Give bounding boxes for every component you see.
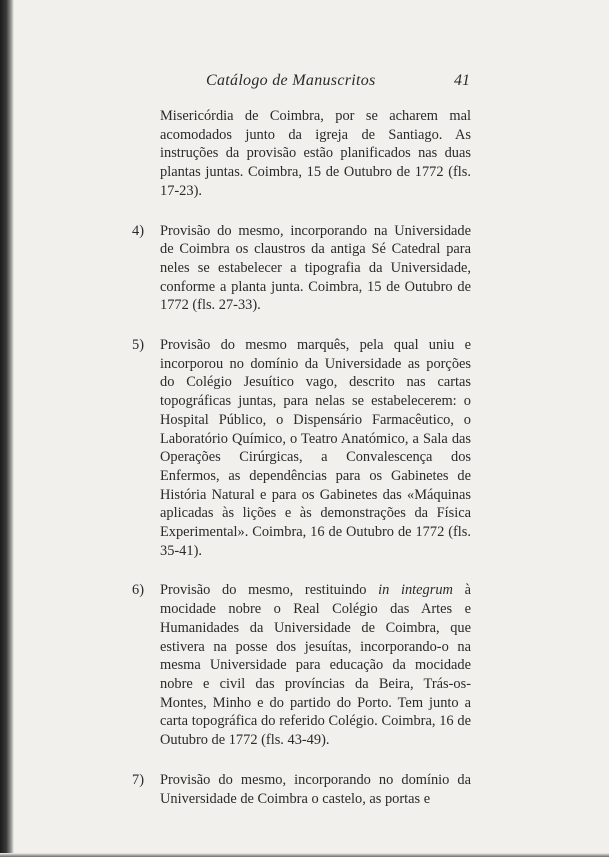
entry-number: 7): [132, 771, 144, 788]
entry-number: 5): [132, 337, 144, 354]
running-header: [160, 72, 470, 94]
entry-text-end: à mocidade nobre o Real Colégio das Artes e Humanidades da Universidade de Coimbra, que estivera na posse dos jesuítas, incorporando-o na mesma Universidade para educação da mocidade nobre e civil das províncias da Beira, Trás-os-Montes, Minho e do partido do Porto. Tem junto a carta topográfica do referido Colégio. Coimbra, 16 de Outubro de 1772 (fls. 43-49).: [160, 582, 471, 749]
entry-number: 4): [132, 222, 144, 239]
catalogue-entry-4: [132, 222, 471, 316]
catalogue-entry-6: [132, 581, 471, 749]
entry-text: Misericórdia de Coimbra, por se acharem mal acomodados junto da igreja de Santiago. As instruções da provisão estão planificados nas duas plantas juntas. Coimbra, 15 de Outubro de 1772 (fls. 17-23).: [160, 108, 471, 199]
entry-latin-phrase: in integrum: [378, 582, 453, 599]
catalogue-body: [132, 107, 471, 829]
scanned-page-edge: [0, 0, 14, 857]
entry-text-start: Provisão do mesmo, restituindo: [160, 582, 379, 599]
entry-number: 6): [132, 582, 144, 599]
entry-text: Provisão do mesmo, incorporando no domínio da Universidade de Coimbra o castelo, as portas e: [160, 771, 471, 807]
entry-text: Provisão do mesmo, incorporando na Universidade de Coimbra os claustros da antiga Sé Catedral para neles se estabelecer a tipografia da Universidade, conforme a planta junta. Coimbra, 15 de Outubro de 1772 (fls. 27-33).: [160, 222, 471, 314]
catalogue-entry-5: [132, 336, 471, 560]
scanned-page-bottom-edge: [0, 853, 609, 857]
entry-text: [160, 581, 471, 749]
entry-text: Provisão do mesmo marquês, pela qual uniu e incorporou no domínio da Universidade as porções do Colégio Jesuítico vago, descrito nas cartas topográficas juntas, para nelas se estabelecerem: o Hospital Público, o Dispensário Farmacêutico, o Laboratório Químico, o Teatro Anatómico, a Sala das Operações Cirúrgicas, a Convalescença dos Enfermos, as dependências para os Gabinetes de História Natural e para os Gabinetes das «Máquinas aplicadas às lições e às demonstrações da Física Experimental». Coimbra, 16 de Outubro de 1772 (fls. 35-41).: [160, 337, 471, 559]
page-number: 41: [454, 72, 470, 89]
catalogue-entry-7: [132, 771, 471, 808]
catalogue-entry-continued: [160, 107, 471, 201]
running-title: Catálogo de Manuscritos: [206, 72, 376, 89]
